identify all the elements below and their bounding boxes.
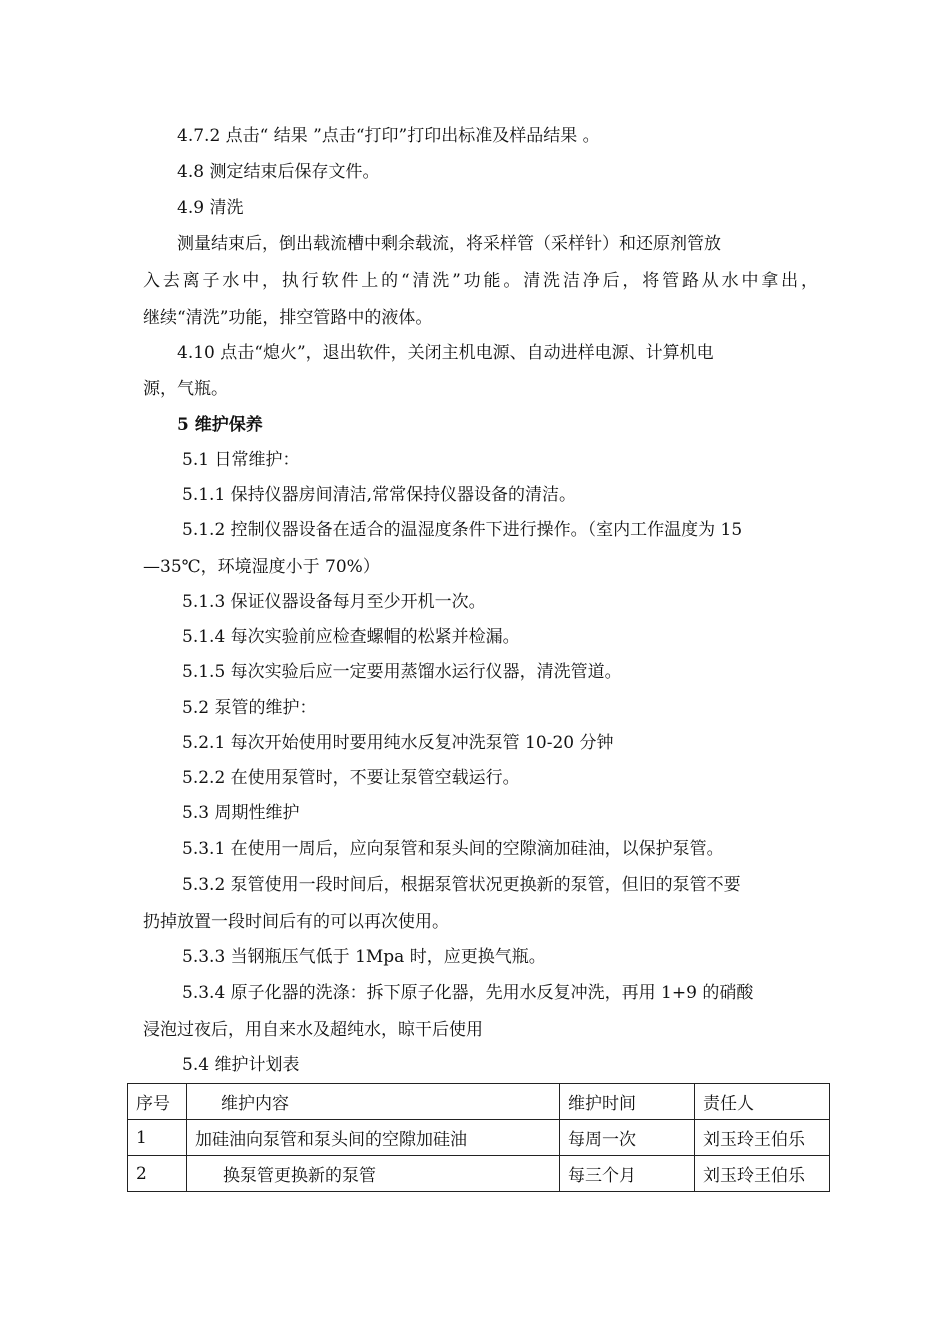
step-4-10-line-2: 源，气瓶。 — [143, 379, 228, 399]
section-5-heading: 5 维护保养 — [177, 415, 263, 435]
step-5-2-2: 5.2.2 在使用泵管时，不要让泵管空载运行。 — [182, 768, 520, 788]
step-5-1-3: 5.1.3 保证仪器设备每月至少开机一次。 — [182, 592, 486, 612]
table-header-row — [128, 1084, 830, 1120]
header-cell-index: 序号 — [128, 1084, 187, 1120]
step-5-3-4-line-2: 浸泡过夜后，用自来水及超纯水，晾干后使用 — [143, 1020, 483, 1040]
cleaning-paragraph-line-1: 测量结束后，倒出载流槽中剩余载流，将采样管（采样针）和还原剂管放 — [177, 234, 721, 254]
step-5-1-1: 5.1.1 保持仪器房间清洁,常常保持仪器设备的清洁。 — [182, 485, 577, 505]
table-row — [128, 1120, 830, 1156]
maintenance-plan-table — [127, 1083, 830, 1192]
step-5-1-2-line-1: 5.1.2 控制仪器设备在适合的温湿度条件下进行操作。（室内工作温度为 15 — [182, 520, 743, 540]
step-5-3: 5.3 周期性维护 — [182, 803, 300, 823]
step-5-1: 5.1 日常维护： — [182, 450, 300, 470]
row-cell-time: 每周一次 — [560, 1120, 695, 1156]
header-cell-content: 维护内容 — [187, 1084, 560, 1120]
row-cell-index: 1 — [128, 1120, 187, 1156]
maintenance-plan-title: 5.4 维护计划表 — [182, 1055, 300, 1075]
step-5-1-5: 5.1.5 每次实验后应一定要用蒸馏水运行仪器，清洗管道。 — [182, 662, 622, 682]
cleaning-paragraph-line-2: 入去离子水中，执行软件上的“清洗”功能。清洗洁净后，将管路从水中拿出， — [143, 271, 818, 291]
step-5-2: 5.2 泵管的维护： — [182, 698, 317, 718]
step-5-3-2-line-1: 5.3.2 泵管使用一段时间后，根据泵管状况更换新的泵管，但旧的泵管不要 — [182, 875, 741, 895]
row-cell-index: 2 — [128, 1156, 187, 1192]
step-4-8: 4.8 测定结束后保存文件。 — [177, 162, 380, 182]
row-cell-owner: 刘玉玲王伯乐 — [695, 1120, 830, 1156]
header-cell-time: 维护时间 — [560, 1084, 695, 1120]
row-cell-content: 换泵管更换新的泵管 — [187, 1156, 560, 1192]
header-cell-owner: 责任人 — [695, 1084, 830, 1120]
row-cell-content: 加硅油向泵管和泵头间的空隙加硅油 — [187, 1120, 560, 1156]
step-5-3-1: 5.3.1 在使用一周后，应向泵管和泵头间的空隙滴加硅油，以保护泵管。 — [182, 839, 724, 859]
row-cell-time: 每三个月 — [560, 1156, 695, 1192]
step-5-3-3: 5.3.3 当钢瓶压气低于 1Mpa 时，应更换气瓶。 — [182, 947, 546, 967]
row-cell-owner: 刘玉玲王伯乐 — [695, 1156, 830, 1192]
step-4-7-2: 4.7.2 点击“ 结果 ”点击“打印”打印出标准及样品结果 。 — [177, 126, 600, 146]
step-5-3-4-line-1: 5.3.4 原子化器的洗涤：拆下原子化器，先用水反复冲洗，再用 1+9 的硝酸 — [182, 983, 754, 1003]
step-5-1-4: 5.1.4 每次实验前应检查螺帽的松紧并检漏。 — [182, 627, 520, 647]
step-4-10-line-1: 4.10 点击“熄火”，退出软件，关闭主机电源、自动进样电源、计算机电 — [177, 343, 714, 363]
cleaning-paragraph-line-3: 继续“清洗”功能，排空管路中的液体。 — [143, 308, 433, 328]
step-4-9: 4.9 清洗 — [177, 198, 244, 218]
step-5-3-2-line-2: 扔掉放置一段时间后有的可以再次使用。 — [143, 912, 449, 932]
step-5-1-2-line-2: —35℃，环境湿度小于 70%） — [143, 557, 380, 577]
step-5-2-1: 5.2.1 每次开始使用时要用纯水反复冲洗泵管 10-20 分钟 — [182, 733, 614, 753]
table-row — [128, 1156, 830, 1192]
